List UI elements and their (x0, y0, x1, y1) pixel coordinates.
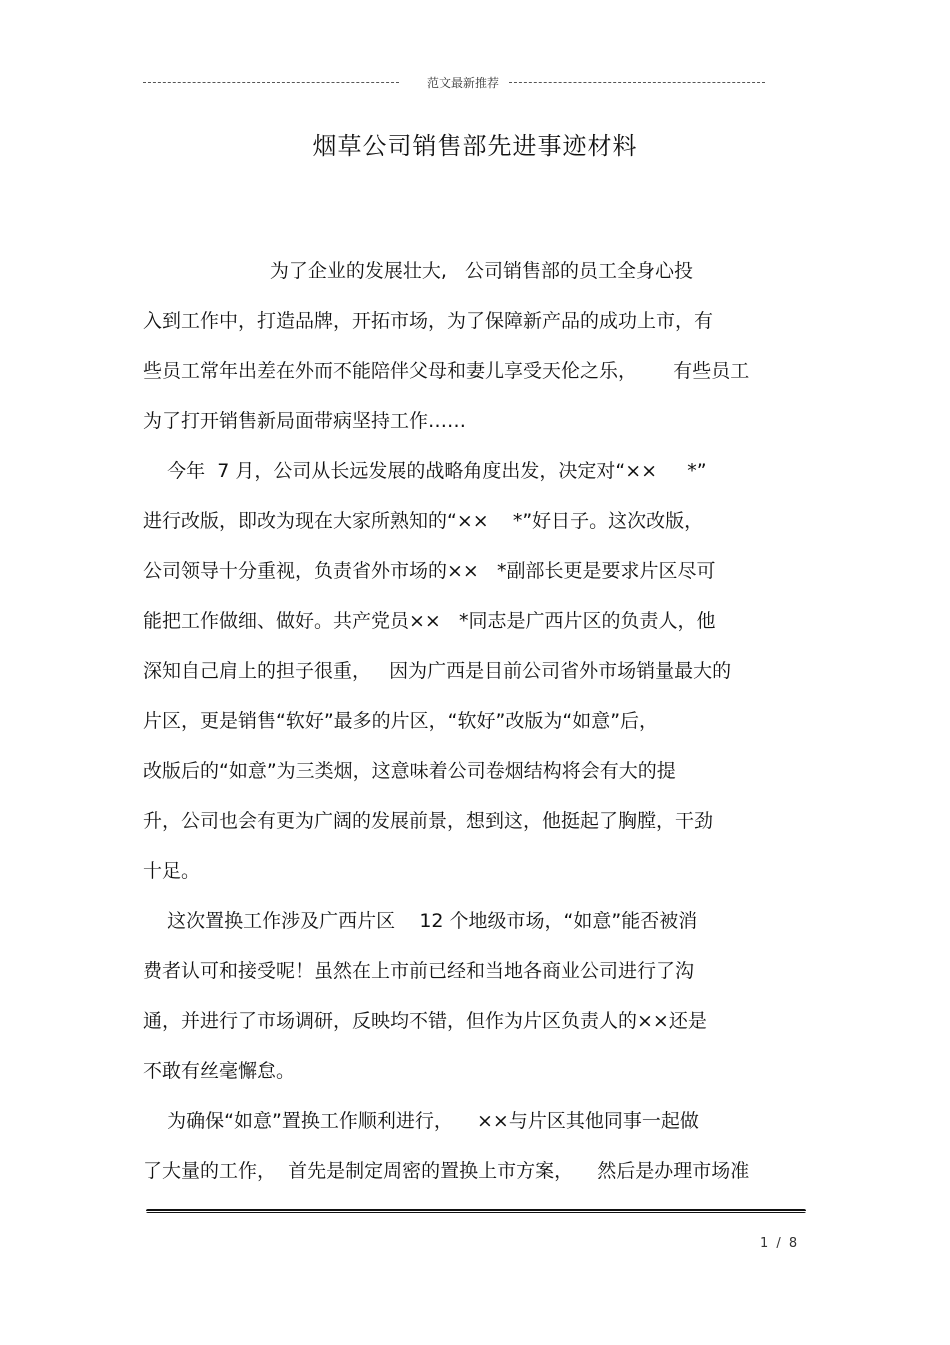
body-line: 入到工作中，打造品牌，开拓市场，为了保障新产品的成功上市，有 (143, 310, 714, 332)
body-line: 不敢有丝毫懈怠。 (143, 1060, 296, 1082)
body-line: 片区，更是销售“软好”最多的片区，“软好”改版为“如意”后， (143, 710, 659, 732)
header-dashed-rule-left (143, 82, 399, 83)
document-body (143, 246, 805, 1196)
body-line: 深知自己肩上的担子很重， 因为广西是目前公司省外市场销量最大的 (143, 660, 732, 682)
body-line: 能把工作做细、做好。共产党员×× *同志是广西片区的负责人，他 (143, 610, 716, 632)
page-header (143, 72, 765, 92)
body-line: 公司领导十分重视，负责省外市场的×× *副部长更是要求片区尽可 (143, 560, 716, 582)
page-number: 1 / 8 (760, 1236, 800, 1251)
body-line: 今年 7 月，公司从长远发展的战略角度出发，决定对“×× *” (143, 460, 707, 482)
footer-rule (146, 1209, 806, 1213)
body-line: 十足。 (143, 860, 201, 882)
body-line: 为了打开销售新局面带病坚持工作…… (143, 410, 467, 432)
body-line: 为了企业的发展壮大, 公司销售部的员工全身心投 (143, 260, 693, 282)
body-line: 为确保“如意”置换工作顺利进行， ××与片区其他同事一起做 (143, 1110, 699, 1132)
body-line: 这次置换工作涉及广西片区 12 个地级市场，“如意”能否被消 (143, 910, 698, 932)
body-line: 些员工常年出差在外而不能陪伴父母和妻儿享受天伦之乐， 有些员工 (143, 360, 750, 382)
body-line: 通，并进行了市场调研，反映均不错，但作为片区负责人的××还是 (143, 1010, 707, 1032)
header-dashed-rule-right (509, 82, 765, 83)
body-line: 升，公司也会有更为广阔的发展前景，想到这，他挺起了胸膛，干劲 (143, 810, 714, 832)
body-line: 费者认可和接受呢！虽然在上市前已经和当地各商业公司进行了沟 (143, 960, 695, 982)
header-label: 范文最新推荐 (427, 75, 500, 90)
body-line: 改版后的“如意”为三类烟，这意味着公司卷烟结构将会有大的提 (143, 760, 676, 782)
document-title: 烟草公司销售部先进事迹材料 (312, 132, 638, 160)
body-line: 了大量的工作， 首先是制定周密的置换上市方案， 然后是办理市场准 (143, 1160, 750, 1182)
body-line: 进行改版，即改为现在大家所熟知的“×× *”好日子。这次改版， (143, 510, 704, 532)
